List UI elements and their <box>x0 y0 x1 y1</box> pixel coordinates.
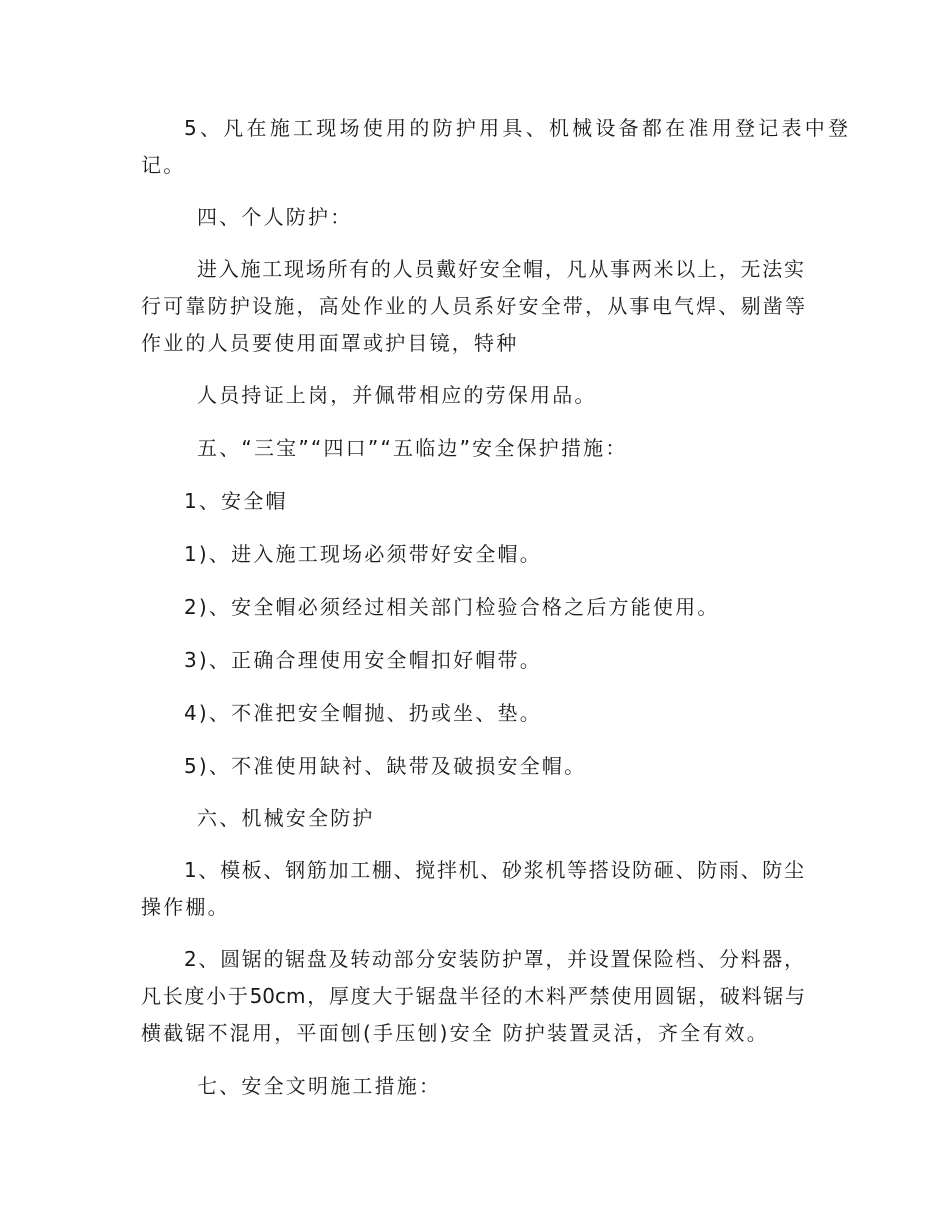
section-7-heading: 七、安全文明施工措施： <box>197 1074 442 1098</box>
hard-hat-rule-4: 4)、不准把安全帽抛、扔或坐、垫。 <box>184 701 542 725</box>
hard-hat-rule-3: 3)、正确合理使用安全帽扣好帽带。 <box>184 648 542 672</box>
hard-hat-rule-5: 5)、不准使用缺衬、缺带及破损安全帽。 <box>184 754 587 778</box>
section-4-paragraph-line-3: 作业的人员要使用面罩或护目镜，特种 <box>141 331 519 355</box>
item-5-line-1: 5、凡在施工现场使用的防护用具、机械设备都在准用登记表中登 <box>184 116 848 140</box>
machine-item-1-line-2: 操作棚。 <box>141 895 230 919</box>
section-4-paragraph-line-4: 人员持证上岗，并佩带相应的劳保用品。 <box>197 383 597 407</box>
item-5-line-2: 记。 <box>141 153 186 177</box>
machine-item-1-line-1: 1、模板、钢筋加工棚、搅拌机、砂浆机等搭设防砸、防雨、防尘 <box>184 858 804 882</box>
section-4-heading: 四、个人防护： <box>197 205 353 229</box>
machine-item-2-line-1: 2、圆锯的锯盘及转动部分安装防护罩，并设置保险档、分料器， <box>184 947 804 971</box>
section-5-heading: 五、“三宝”“四口”“五临边”安全保护措施： <box>197 436 628 460</box>
section-4-paragraph-line-2: 行可靠防护设施，高处作业的人员系好安全带，从事电气焊、剔凿等 <box>141 294 805 318</box>
hard-hat-rule-2: 2)、安全帽必须经过相关部门检验合格之后方能使用。 <box>184 595 720 619</box>
machine-item-2-line-3: 横截锯不混用，平面刨(手压刨)安全 防护装置灵活，齐全有效。 <box>141 1021 769 1045</box>
item-hard-hat-heading: 1、安全帽 <box>184 489 288 513</box>
hard-hat-rule-1: 1)、进入施工现场必须带好安全帽。 <box>184 542 542 566</box>
section-4-paragraph-line-1: 进入施工现场所有的人员戴好安全帽，凡从事两米以上，无法实 <box>197 257 804 281</box>
machine-item-2-line-2: 凡长度小于50cm，厚度大于锯盘半径的木料严禁使用圆锯，破料锯与 <box>141 984 805 1008</box>
section-6-heading: 六、机械安全防护 <box>197 806 375 830</box>
